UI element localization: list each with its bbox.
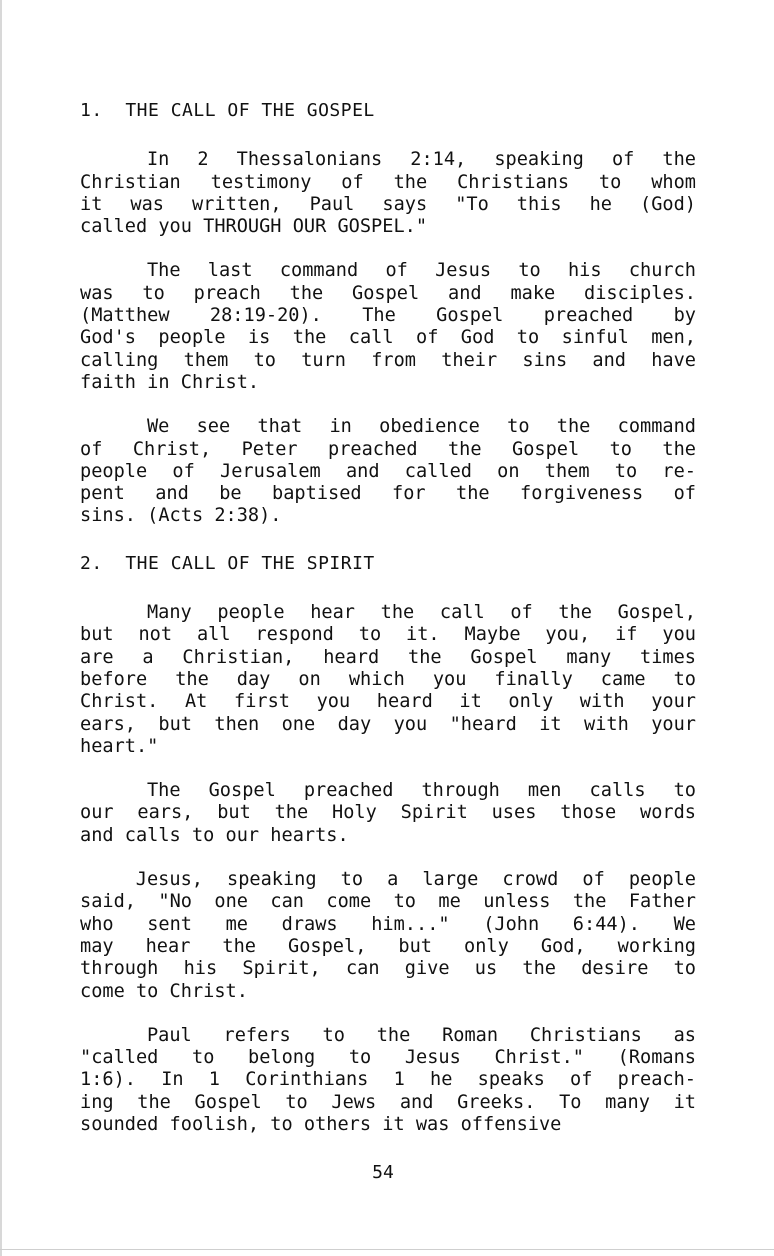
text-line: Paul refers to the Roman Christians as: [146, 1024, 696, 1046]
text-line: sounded foolish, to others it was offensive: [80, 1113, 562, 1135]
section-heading: 1. THE CALL OF THE GOSPEL: [80, 100, 375, 121]
text-line: calling them to turn from their sins and have: [80, 349, 696, 371]
text-line: The Gospel preached through men calls to: [146, 780, 696, 802]
text-line: are a Christian, heard the Gospel many times: [80, 646, 696, 668]
text-line: 1:6). In 1 Corinthians 1 he speaks of preach-: [80, 1069, 696, 1091]
text-line: We see that in obedience to the command: [146, 416, 696, 438]
text-line: our ears, but the Holy Spirit uses those words: [80, 802, 696, 824]
page-edge: [0, 0, 2, 1256]
text-line: called you THROUGH OUR GOSPEL.": [80, 216, 428, 238]
paragraph: [80, 260, 696, 394]
text-line: In 2 Thessalonians 2:14, speaking of the: [146, 149, 696, 171]
text-line: ears, but then one day you "heard it with your: [80, 713, 696, 735]
text-line: (Matthew 28:19-20). The Gospel preached by: [80, 305, 696, 327]
text-line: ing the Gospel to Jews and Greeks. To many it: [80, 1091, 696, 1113]
text-line: Many people hear the call of the Gospel,: [146, 602, 696, 624]
text-line: of Christ, Peter preached the Gospel to the: [80, 438, 696, 460]
text-line: pent and be baptised for the forgiveness of: [80, 483, 696, 505]
paragraph: [80, 780, 696, 847]
text-line: it was written, Paul says "To this he (God): [80, 193, 696, 215]
text-line: and calls to our hearts.: [80, 824, 349, 846]
text-line: come to Christ.: [80, 980, 248, 1002]
text-line: Jesus, speaking to a large crowd of people: [135, 869, 696, 891]
text-line: but not all respond to it. Maybe you, if you: [80, 624, 696, 646]
text-line: may hear the Gospel, but only God, working: [80, 935, 696, 957]
text-line: sins. (Acts 2:38).: [80, 505, 282, 527]
paragraph: [80, 1025, 696, 1136]
paragraph: [80, 602, 696, 758]
text-line: "called to belong to Jesus Christ." (Romans: [80, 1047, 696, 1069]
text-line: The last command of Jesus to his church: [146, 260, 696, 282]
page-bottom-rule: [0, 1249, 774, 1250]
section-heading: 2. THE CALL OF THE SPIRIT: [80, 552, 375, 574]
text-line: people of Jerusalem and called on them to re-: [80, 460, 696, 482]
text-line: said, "No one can come to me unless the Father: [80, 891, 696, 913]
text-line: heart.": [80, 735, 159, 757]
text-line: who sent me draws him..." (John 6:44). We: [80, 913, 696, 935]
document-body: [80, 100, 696, 1136]
paragraph: [80, 869, 696, 1003]
text-line: Christian testimony of the Christians to whom: [80, 171, 696, 193]
text-line: through his Spirit, can give us the desire to: [80, 958, 696, 980]
paragraph: [80, 416, 696, 527]
text-line: faith in Christ.: [80, 371, 260, 393]
text-line: before the day on which you finally came to: [80, 668, 696, 690]
paragraph: [80, 149, 696, 238]
text-line: God's people is the call of God to sinful men,: [80, 327, 696, 349]
page-number: 54: [372, 1162, 394, 1183]
text-line: was to preach the Gospel and make disciples.: [80, 282, 696, 304]
text-line: Christ. At first you heard it only with your: [80, 691, 696, 713]
